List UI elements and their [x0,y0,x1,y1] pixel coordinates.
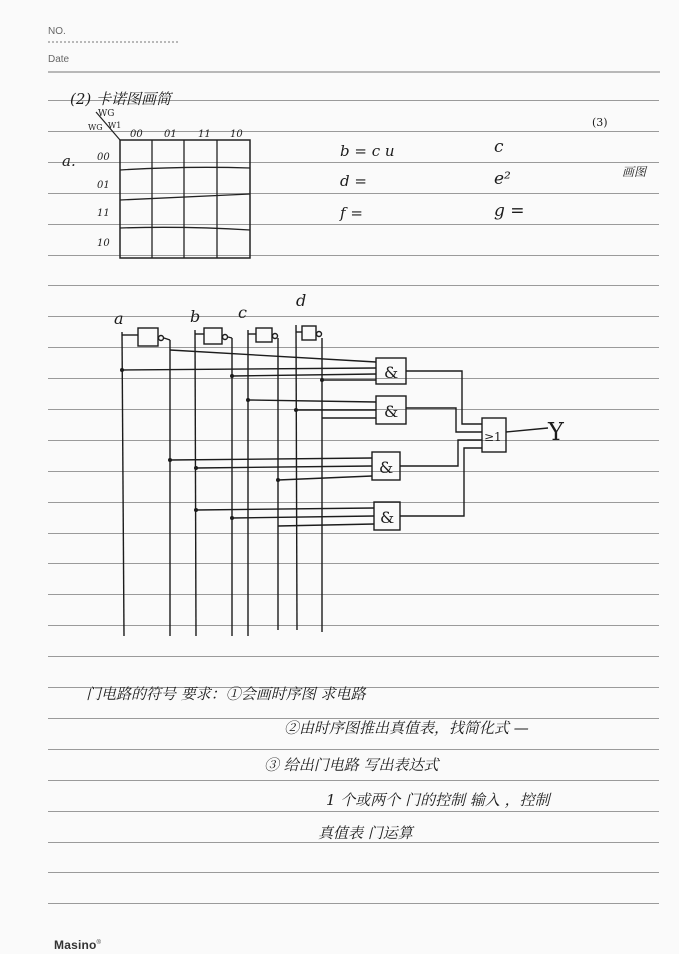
input-b-label: b [190,307,201,326]
expr-g: g = [494,201,525,221]
not-gate-b [195,328,232,344]
brand-logo: Masino® [54,938,102,952]
expr-d: d = [340,172,367,190]
expr-e: e² [494,169,511,189]
bottom-notes [86,685,553,842]
kmap-col-10: 10 [230,129,243,140]
karnaugh-map [62,109,250,258]
kmap-side-label: a. [62,152,76,170]
kmap-row-10: 10 [97,238,110,249]
logic-circuit [114,291,565,636]
kmap-corner-top: WG [98,109,115,119]
kmap-corner-mid: W1 [108,121,122,130]
and-gate-2 [376,396,406,424]
kmap-col-01: 01 [164,129,177,140]
section-3-marker: (3) [592,116,608,129]
note-line-2: ②由时序图推出真值表，找简化式 — [284,719,529,737]
or-gate [482,418,548,452]
and-gate-4 [374,502,400,530]
svg-text:&: & [384,402,399,421]
input-c-label: c [238,303,247,322]
kmap-row-11: 11 [97,208,110,219]
note-line-4: 1 个或两个 门的控制 输入 ，控制 [326,791,550,809]
section-heading: (2) 卡诺图画简 [70,90,172,108]
not-gate-c [248,328,278,342]
svg-text:&: & [379,458,394,477]
expr-b: b = c u [340,142,395,160]
note-line-1: 门电路的符号 要求：①会画时序图 求电路 [86,685,366,703]
svg-text:&: & [380,508,395,527]
date-label: Date [48,54,70,65]
svg-text:&: & [384,363,399,382]
kmap-row-00: 00 [97,152,110,163]
note-line-5: 真值表 门运算 [318,824,413,842]
expressions [339,137,648,222]
no-label: NO. [48,26,66,37]
expr-f: f = [340,204,363,222]
output-y-label: Y [548,418,564,446]
expr-scribble: 画图 [622,165,647,179]
kmap-corner-left: WG [88,123,103,132]
not-gate-a [122,328,170,346]
input-d-label: d [296,291,307,310]
expr-c: c [494,137,504,157]
and-gate-3 [372,452,400,480]
kmap-row-01: 01 [97,180,110,191]
not-gate-d [296,326,322,340]
kmap-col-00: 00 [130,129,143,140]
kmap-col-11: 11 [198,129,211,140]
and-gate-1 [376,358,406,384]
input-a-label: a [114,309,124,328]
brand-name: Masino [54,938,97,952]
svg-text:≥1: ≥1 [484,430,502,444]
note-line-3: ③ 给出门电路 写出表达式 [264,756,439,774]
